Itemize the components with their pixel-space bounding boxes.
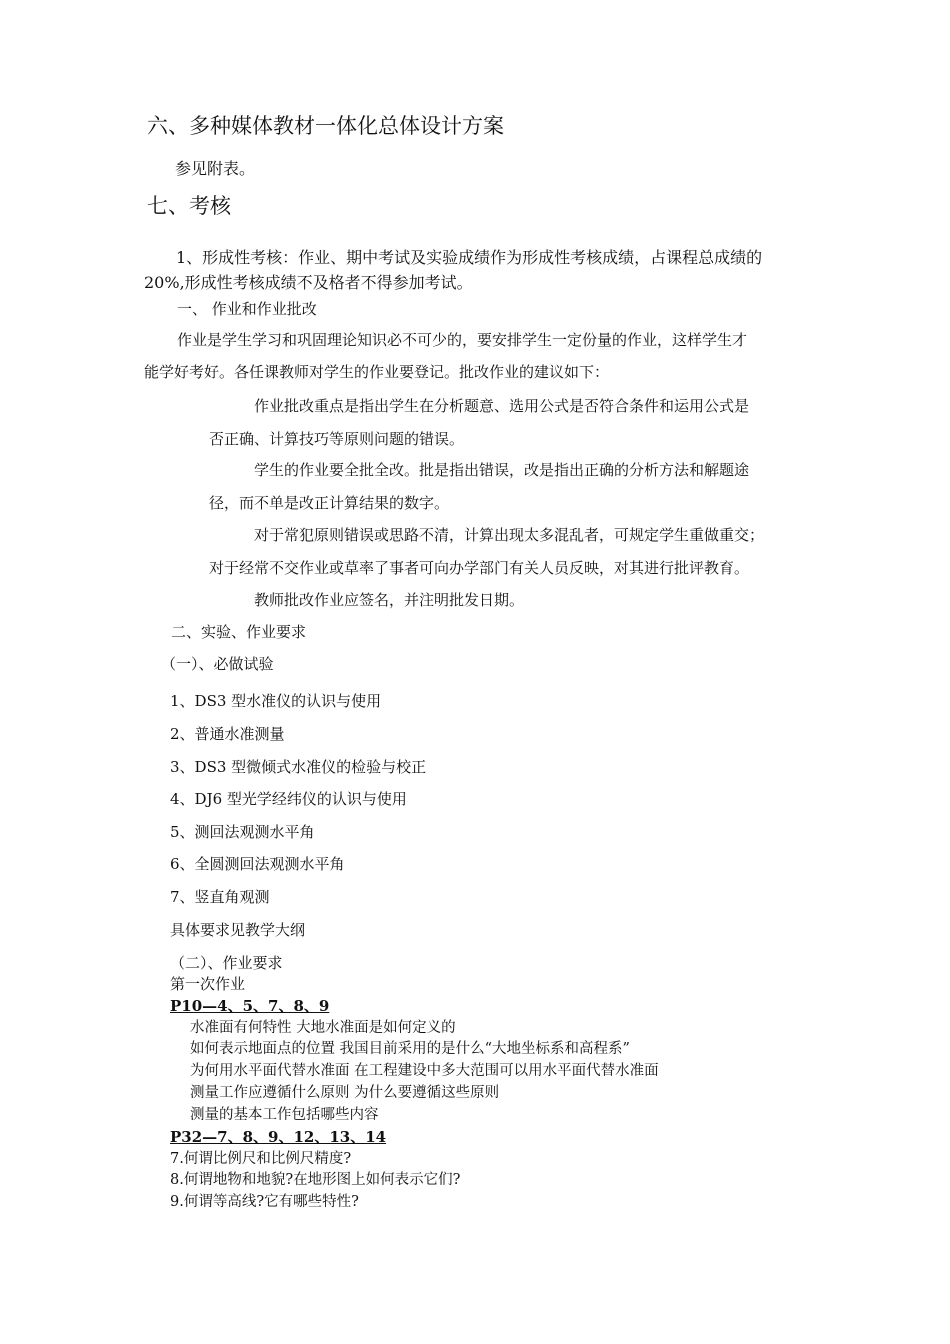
p32-question: 7.何谓比例尺和比例尺精度? bbox=[170, 1151, 352, 1167]
homework-intro-line-1: 作业是学生学习和巩固理论知识必不可少的，要安排学生一定份量的作业，这样学生才 bbox=[177, 331, 748, 349]
homework-intro-line-2: 能学好考好。各任课教师对学生的作业要登记。批改作业的建议如下： bbox=[144, 363, 610, 381]
p32-question: 9.何谓等高线?它有哪些特性? bbox=[170, 1194, 359, 1210]
formative-line-1: 1、形成性考核：作业、期中考试及实验成绩作为形成性考核成绩，占课程总成绩的 bbox=[176, 248, 763, 267]
grading-item-3-line-2: 对于经常不交作业或草率了事者可向办学部门有关人员反映，对其进行批评教育。 bbox=[209, 559, 750, 577]
experiment-item: 3、DS3 型微倾式水准仪的检验与校正 bbox=[170, 758, 427, 776]
p10-question: 测量的基本工作包括哪些内容 bbox=[190, 1107, 379, 1123]
experiment-item: 4、DJ6 型光学经纬仪的认识与使用 bbox=[170, 790, 407, 808]
grading-item-2-line-1: 学生的作业要全批全改。批是指出错误，改是指出正确的分析方法和解题途 bbox=[254, 461, 750, 479]
grading-item-3-line-1: 对于常犯原则错误或思路不清，计算出现太多混乱者，可规定学生重做重交； bbox=[254, 526, 765, 544]
homework-requirements-heading: （二）、作业要求 bbox=[170, 954, 283, 972]
requirements-heading: 二、实验、作业要求 bbox=[171, 623, 307, 641]
p32-question: 8.何谓地物和地貌?在地形图上如何表示它们? bbox=[170, 1172, 461, 1188]
experiment-item: 1、DS3 型水准仪的认识与使用 bbox=[170, 692, 382, 710]
experiment-item: 7、竖直角观测 bbox=[170, 888, 270, 906]
experiment-item: 2、普通水准测量 bbox=[170, 725, 285, 743]
first-homework-label: 第一次作业 bbox=[170, 975, 246, 993]
p10-question: 测量工作应遵循什么原则 为什么要遵循这些原则 bbox=[190, 1085, 500, 1101]
section-six-title: 六、多种媒体教材一体化总体设计方案 bbox=[147, 114, 504, 138]
experiment-item: 6、全圆测回法观测水平角 bbox=[170, 855, 345, 873]
experiments-note: 具体要求见教学大纲 bbox=[170, 921, 306, 939]
p10-question: 如何表示地面点的位置 我国目前采用的是什么“大地坐标系和高程系” bbox=[190, 1041, 630, 1057]
section-six-body: 参见附表。 bbox=[175, 159, 256, 178]
section-seven-title: 七、考核 bbox=[147, 194, 231, 218]
experiment-item: 5、测回法观测水平角 bbox=[170, 823, 315, 841]
grading-item-4: 教师批改作业应签名，并注明批发日期。 bbox=[254, 591, 525, 609]
homework-grading-heading: 一、 作业和作业批改 bbox=[177, 300, 317, 318]
p10-question: 水准面有何特性 大地水准面是如何定义的 bbox=[190, 1020, 456, 1036]
p10-question: 为何用水平面代替水准面 在工程建设中多大范围可以用水平面代替水准面 bbox=[190, 1063, 659, 1079]
homework-p32-title: P32—7、8、9、12、13、14 bbox=[170, 1128, 387, 1146]
grading-item-2-line-2: 径，而不单是改正计算结果的数字。 bbox=[209, 494, 450, 512]
experiments-heading: （一）、必做试验 bbox=[161, 655, 274, 673]
grading-item-1-line-1: 作业批改重点是指出学生在分析题意、选用公式是否符合条件和运用公式是 bbox=[254, 397, 750, 415]
homework-p10-title: P10—4、5、7、8、9 bbox=[170, 997, 330, 1015]
grading-item-1-line-2: 否正确、计算技巧等原则问题的错误。 bbox=[209, 430, 465, 448]
formative-assessment-paragraph bbox=[144, 245, 878, 295]
formative-line-2: 20%,形成性考核成绩不及格者不得参加考试。 bbox=[144, 273, 473, 292]
